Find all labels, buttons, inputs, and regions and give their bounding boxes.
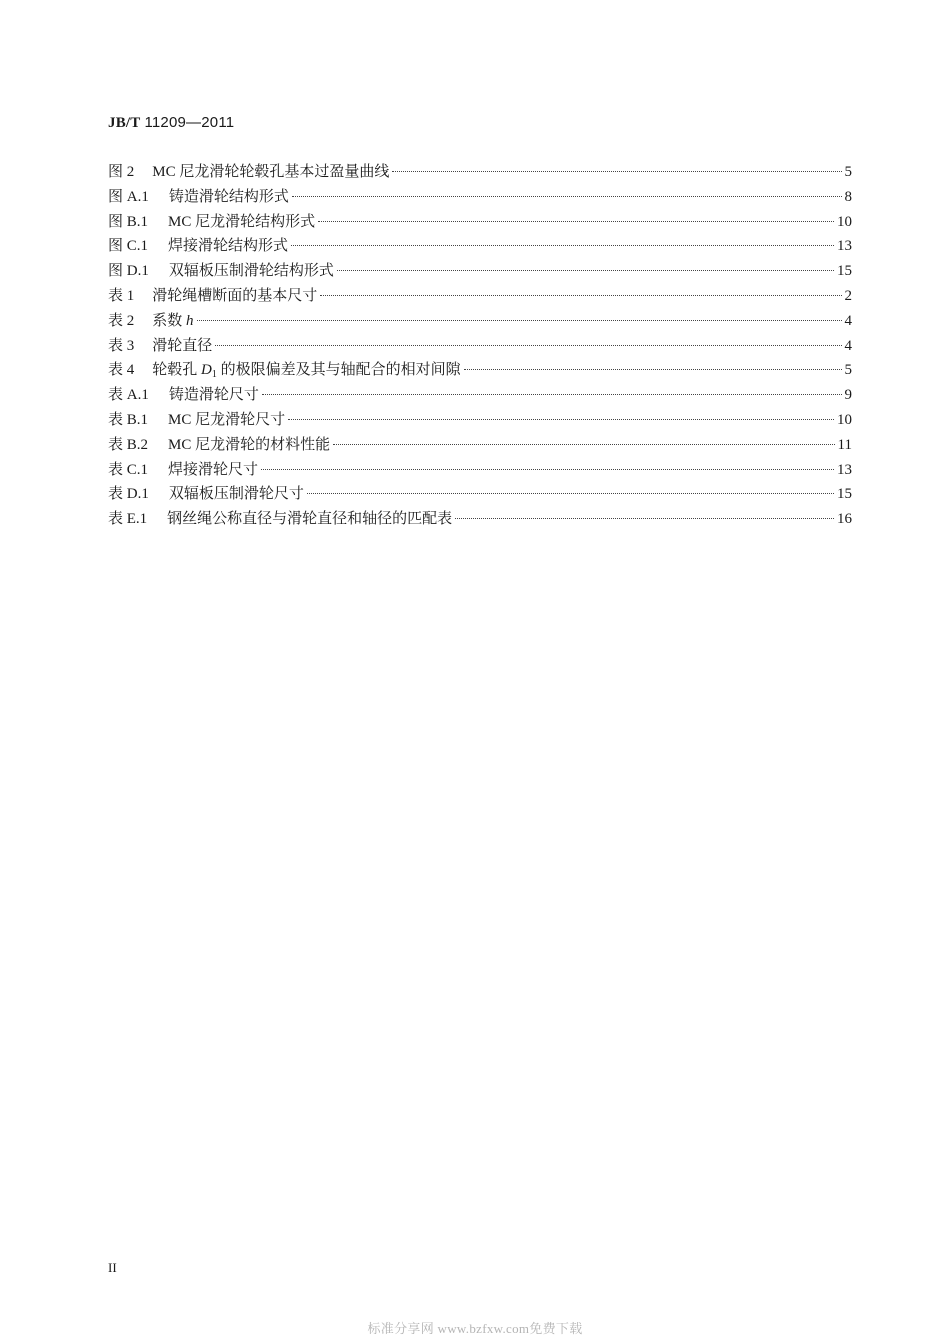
- toc-entry-text: [108, 185, 289, 206]
- toc-entry[interactable]: [108, 309, 852, 334]
- toc-entry-title: 滑轮绳槽断面的基本尺寸: [152, 287, 318, 304]
- toc-entry-title: 焊接滑轮尺寸: [168, 461, 259, 478]
- toc-entry[interactable]: [108, 259, 852, 284]
- toc-entry-title: 焊接滑轮结构形式: [168, 238, 289, 255]
- toc-leader-dots: [197, 319, 842, 321]
- toc-leader-dots: [455, 517, 834, 519]
- toc-entry-title: 轮毂孔: [152, 362, 202, 379]
- toc-entry-variable: h: [186, 312, 194, 329]
- toc-entry-page: 15: [837, 486, 852, 503]
- toc-entry[interactable]: [108, 160, 852, 185]
- toc-leader-dots: [392, 170, 841, 172]
- toc-entry-page: 5: [844, 362, 852, 379]
- toc-entry-title: 钢丝绳公称直径与滑轮直径和轴径的匹配表: [167, 511, 453, 528]
- toc-entry-text: [108, 408, 285, 429]
- toc-leader-dots: [320, 294, 841, 296]
- toc-entry-page: 8: [844, 188, 852, 205]
- toc-entry[interactable]: [108, 482, 852, 507]
- toc-entry-title: MC 尼龙滑轮结构形式: [168, 213, 316, 230]
- toc-entry-page: 9: [844, 387, 852, 404]
- toc-entry-label: 图 D.1: [108, 263, 149, 280]
- toc-entry-title: 双辐板压制滑轮结构形式: [168, 263, 334, 280]
- toc-entry-text: [108, 458, 258, 479]
- toc-entry-label: 表 1: [108, 287, 135, 304]
- toc-entry-label: 表 2: [108, 312, 135, 329]
- toc-entry-title: MC 尼龙滑轮尺寸: [168, 411, 286, 428]
- toc-entry-label: 图 B.1: [108, 213, 149, 230]
- toc-entry[interactable]: [108, 234, 852, 259]
- toc-entry[interactable]: [108, 284, 852, 309]
- toc-entry-label: 表 B.1: [108, 411, 149, 428]
- toc-entry-page: 13: [837, 461, 852, 478]
- toc-entry-page: 4: [844, 337, 852, 354]
- toc-entry-text: [108, 334, 212, 355]
- toc-entry[interactable]: [108, 358, 852, 383]
- toc-entry-label: 表 4: [108, 362, 135, 379]
- toc-entry-label: 表 B.2: [108, 436, 149, 453]
- toc-entry[interactable]: [108, 334, 852, 359]
- toc-entry-title: 滑轮直径: [152, 337, 213, 354]
- toc-entry-label: 图 2: [108, 164, 135, 180]
- toc-entry[interactable]: [108, 383, 852, 408]
- toc-leader-dots: [318, 220, 834, 222]
- toc-leader-dots: [292, 195, 842, 197]
- toc-leader-dots: [262, 393, 842, 395]
- toc-entry[interactable]: [108, 210, 852, 235]
- toc-leader-dots: [261, 468, 834, 470]
- toc-entry-page: 2: [844, 287, 852, 304]
- toc-entry-label: 表 3: [108, 337, 135, 354]
- toc-entry-title: 铸造滑轮结构形式: [168, 188, 289, 205]
- toc-entry-text: [108, 210, 315, 231]
- toc-entry-variable: D: [201, 362, 212, 379]
- toc-entry-page: 16: [837, 511, 852, 528]
- toc-entry-label: 表 A.1: [108, 387, 149, 404]
- toc-entry-title: 双辐板压制滑轮尺寸: [168, 486, 304, 503]
- toc-entry-text: [108, 160, 389, 181]
- toc-entry-label: 图 A.1: [108, 188, 149, 205]
- toc-entry[interactable]: [108, 433, 852, 458]
- toc-leader-dots: [288, 418, 834, 420]
- document-code: [108, 114, 234, 132]
- toc-entry-page: 10: [837, 213, 852, 230]
- code-number: 11209—2011: [144, 114, 235, 131]
- page-number: II: [108, 1260, 117, 1275]
- toc-leader-dots: [215, 344, 841, 346]
- toc-entry-page: 13: [837, 238, 852, 255]
- watermark-text: 标准分享网 www.bzfxw.com免费下载: [367, 1321, 583, 1336]
- toc-leader-dots: [337, 269, 834, 271]
- toc-entry[interactable]: [108, 507, 852, 532]
- toc-entry-title-rest: 的极限偏差及其与轴配合的相对间隙: [216, 362, 461, 379]
- toc-entry-text: [108, 358, 461, 380]
- toc-entry-text: [108, 234, 288, 255]
- toc-leader-dots: [464, 368, 842, 370]
- toc-entry-subscript: 1: [211, 369, 217, 381]
- toc-entry-text: [108, 309, 194, 330]
- table-of-contents: [108, 160, 852, 532]
- toc-entry-label: 表 D.1: [108, 486, 149, 503]
- toc-leader-dots: [333, 443, 834, 445]
- toc-entry[interactable]: [108, 185, 852, 210]
- toc-entry[interactable]: [108, 458, 852, 483]
- toc-entry-title: 铸造滑轮尺寸: [168, 387, 259, 404]
- toc-entry-text: [108, 259, 334, 280]
- toc-entry-label: 图 C.1: [108, 238, 149, 255]
- toc-entry-label: 表 E.1: [108, 511, 148, 528]
- toc-entry-title: 系数: [152, 312, 187, 329]
- toc-entry-page: 4: [844, 312, 852, 329]
- toc-entry-text: [108, 507, 452, 528]
- toc-entry-text: [108, 284, 317, 305]
- toc-entry-page: 11: [837, 436, 852, 453]
- toc-entry-page: 15: [837, 263, 852, 280]
- toc-leader-dots: [307, 492, 834, 494]
- toc-leader-dots: [291, 244, 834, 246]
- toc-entry-title: MC 尼龙滑轮的材料性能: [168, 436, 331, 453]
- toc-entry-text: [108, 482, 304, 503]
- toc-entry-text: [108, 383, 259, 404]
- toc-entry-label: 表 C.1: [108, 461, 149, 478]
- toc-entry-title: MC 尼龙滑轮轮毂孔基本过盈量曲线: [152, 164, 390, 180]
- toc-entry-text: [108, 433, 330, 454]
- toc-entry-page: 5: [844, 164, 852, 180]
- toc-entry[interactable]: [108, 408, 852, 433]
- toc-entry-page: 10: [837, 411, 852, 428]
- code-prefix: JB/T: [108, 115, 141, 131]
